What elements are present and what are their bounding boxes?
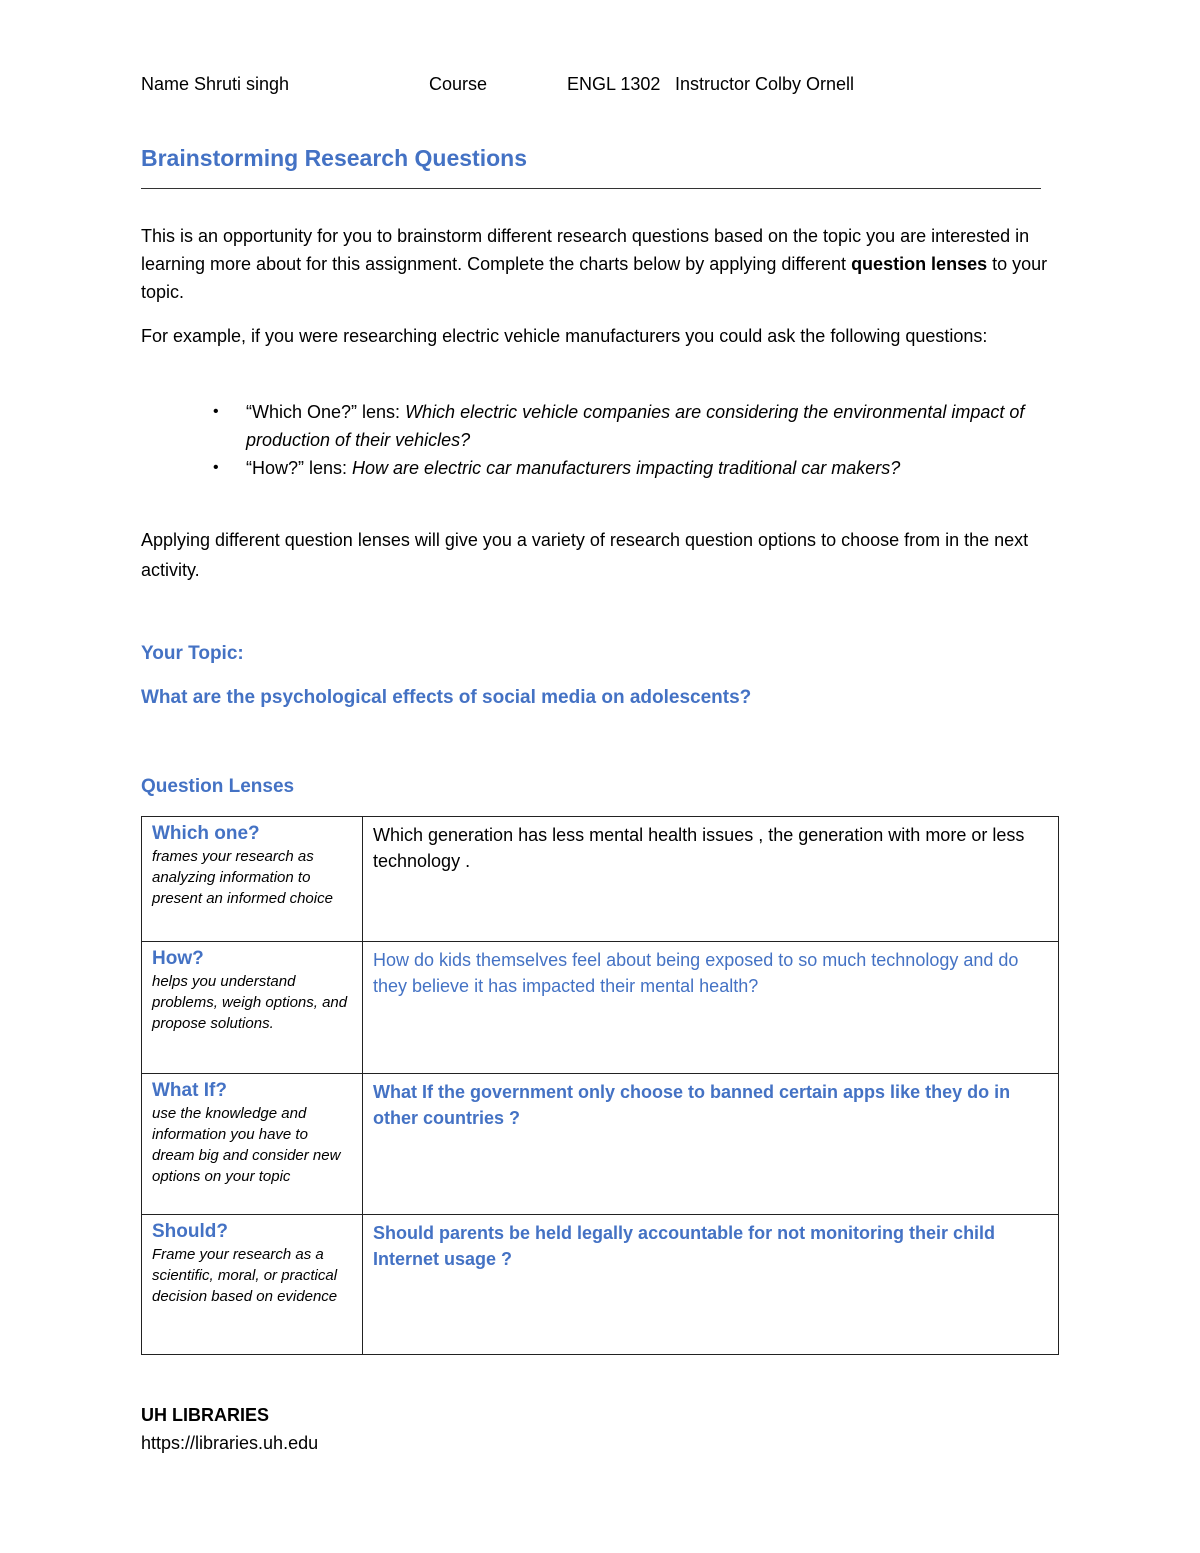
lens-cell: [142, 942, 363, 1074]
lens-cell: [142, 817, 363, 942]
answer-cell: [363, 1074, 1059, 1215]
student-name: Name Shruti singh: [141, 74, 290, 94]
example-lens: “How?” lens:: [246, 458, 353, 478]
list-item: [141, 454, 1051, 482]
footer-org: UH LIBRARIES: [141, 1405, 270, 1425]
bullet-icon: •: [213, 403, 219, 420]
lens-answer: Should parents be held legally accountable for not monitoring their child Internet usage ?: [373, 1223, 996, 1269]
answer-cell: [363, 817, 1059, 942]
lens-description: Frame your research as a scientific, moral, or practical decision based on evidence: [152, 1246, 338, 1305]
example-question: How are electric car manufacturers impacting traditional car makers?: [352, 458, 901, 478]
lens-cell: [142, 1215, 363, 1355]
course-label: Course: [429, 74, 488, 94]
lens-answer: Which generation has less mental health issues , the generation with more or less technology .: [373, 825, 1025, 871]
lens-description: frames your research as analyzing information to present an informed choice: [152, 848, 333, 907]
table-row: [142, 1074, 1059, 1215]
lens-answer: What If the government only choose to banned certain apps like they do in other countries ?: [373, 1082, 1011, 1128]
lenses-heading: Question Lenses: [141, 776, 295, 797]
table-row: [142, 942, 1059, 1074]
intro-paragraph: [141, 222, 1051, 306]
example-lens: “Which One?” lens:: [246, 402, 406, 422]
bullet-icon: •: [213, 459, 219, 476]
example-intro: For example, if you were researching electric vehicle manufacturers you could ask the following questions:: [141, 326, 988, 346]
lens-title: Which one?: [152, 823, 260, 844]
question-lenses-table: [141, 816, 1059, 1355]
answer-cell: [363, 942, 1059, 1074]
topic-label: Your Topic:: [141, 643, 244, 664]
footer-url[interactable]: https://libraries.uh.edu: [141, 1433, 319, 1453]
lens-answer: How do kids themselves feel about being exposed to so much technology and do they believe it has impacted their mental health?: [373, 950, 1019, 996]
table-row: [142, 817, 1059, 942]
example-question: Which electric vehicle companies are considering the environmental impact of production of their vehicles?: [246, 402, 1025, 450]
answer-cell: [363, 1215, 1059, 1355]
lens-cell: [142, 1074, 363, 1215]
title-divider: [141, 188, 1041, 189]
instructor-name: Instructor Colby Ornell: [675, 74, 855, 94]
list-item: [141, 398, 1051, 454]
lens-description: helps you understand problems, weigh options, and propose solutions.: [152, 973, 348, 1032]
lens-title: What If?: [152, 1080, 227, 1101]
course-code: ENGL 1302: [567, 74, 661, 94]
lens-title: Should?: [152, 1221, 228, 1242]
lens-description: use the knowledge and information you have to dream big and consider new options on your topic: [152, 1105, 341, 1185]
applying-paragraph: Applying different question lenses will give you a variety of research question options to choose from in the next activity.: [141, 530, 1029, 580]
topic-question: What are the psychological effects of social media on adolescents?: [141, 687, 752, 708]
intro-bold-term: question lenses: [851, 254, 988, 274]
intro-text-start: This is an opportunity for you to brainstorm different research questions based on the topic you are interested in learning more about for this assignment. Complete the charts below by applying different: [141, 226, 1030, 274]
lens-title: How?: [152, 948, 204, 969]
table-row: [142, 1215, 1059, 1355]
example-list: [141, 398, 1051, 482]
intro-text-end: to your topic.: [141, 254, 1048, 302]
page-title: Brainstorming Research Questions: [141, 145, 527, 171]
